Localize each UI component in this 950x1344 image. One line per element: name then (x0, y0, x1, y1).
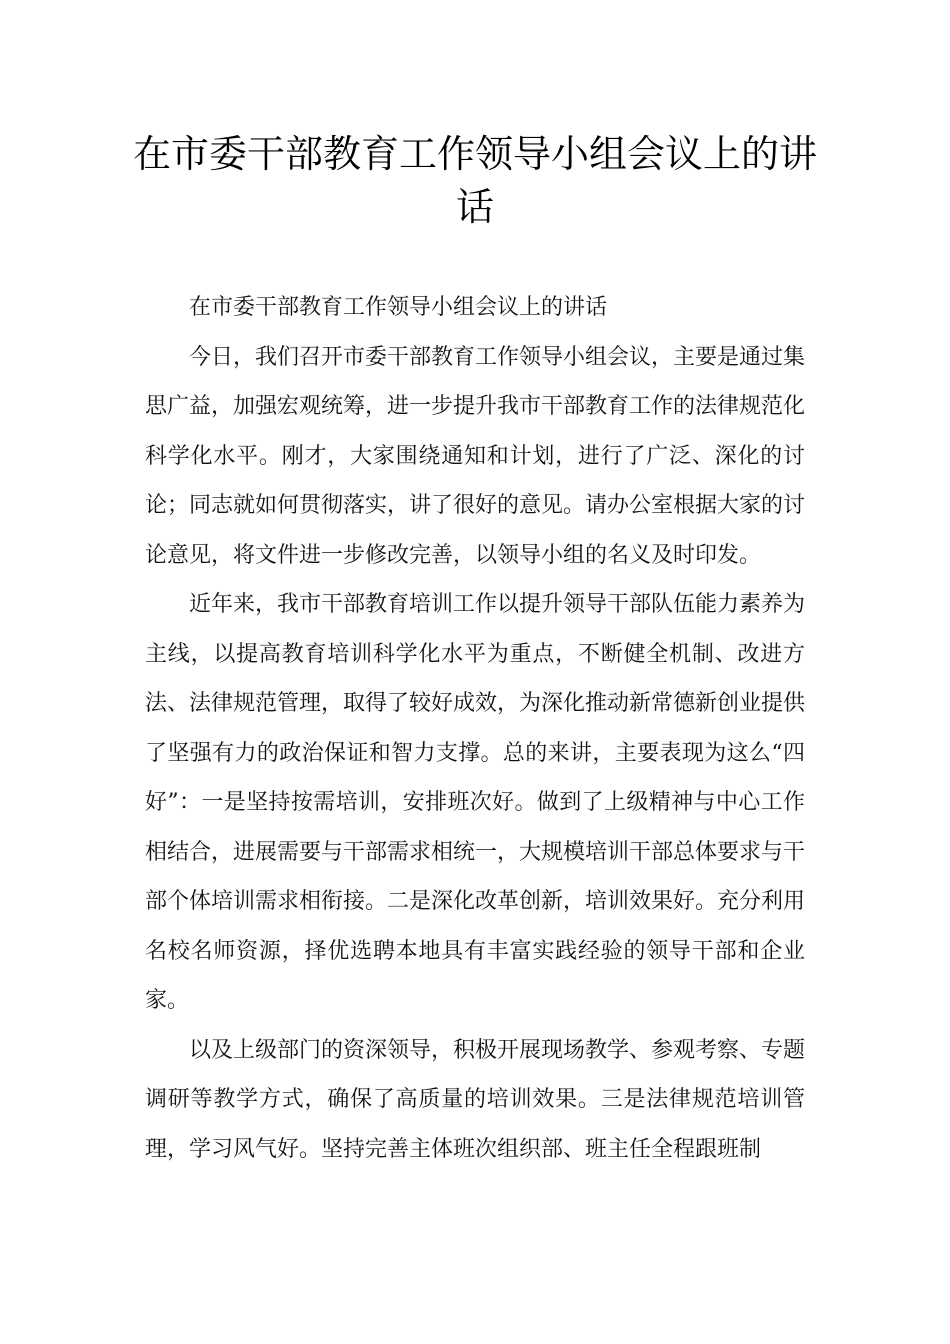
document-title: 在市委干部教育工作领导小组会议上的讲话 (132, 132, 817, 229)
document-body (145, 283, 805, 1174)
paragraph-achievements: 近年来，我市干部教育培训工作以提升领导干部队伍能力素养为主线，以提高教育培训科学化水平为重点，不断健全机制、改进方法、法律规范管理，取得了较好成效，为深化推动新常德新创业提供了坚强有力的政治保证和智力支撑。总的来讲，主要表现为这么“四好”：一是坚持按需培训，安排班次好。做到了上级精神与中心工作相结合，进展需要与干部需求相统一，大规模培训干部总体要求与干部个体培训需求相衔接。二是深化改革创新，培训效果好。充分利用名校名师资源，择优选聘本地具有丰富实践经验的领导干部和企业家。 (145, 592, 806, 1013)
paragraph-opening: 今日，我们召开市委干部教育工作领导小组会议，主要是通过集思广益，加强宏观统筹，进一步提升我市干部教育工作的法律规范化科学化水平。刚才，大家围绕通知和计划，进行了广泛、深化的讨论；同志就如何贯彻落实，讲了很好的意见。请办公室根据大家的讨论意见，将文件进一步修改完善，以领导小组的名义及时印发。 (145, 344, 806, 568)
paragraph-continuation: 以及上级部门的资深领导，积极开展现场教学、参观考察、专题调研等教学方式，确保了高质量的培训效果。三是法律规范培训管理，学习风气好。坚持完善主体班次组织部、班主任全程跟班制 (145, 1037, 806, 1162)
paragraph-subtitle: 在市委干部教育工作领导小组会议上的讲话 (189, 295, 608, 320)
